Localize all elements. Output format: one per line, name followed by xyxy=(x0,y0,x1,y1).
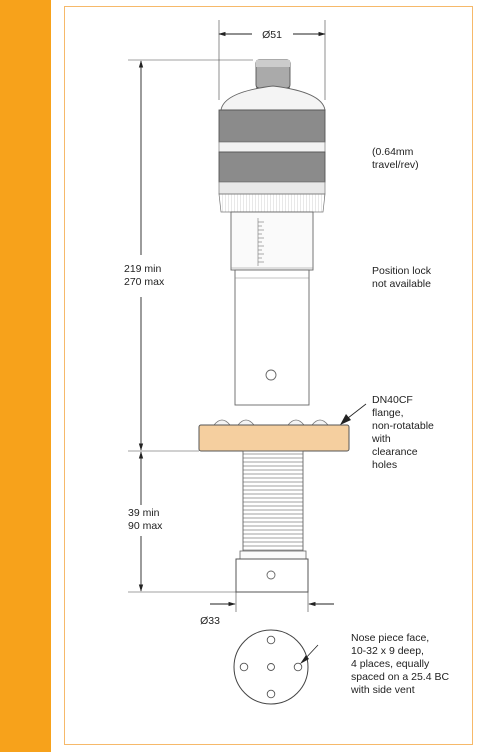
threaded-section xyxy=(243,451,303,551)
nose-face-note: Nose piece face, 10-32 x 9 deep, 4 places, equally spaced on a 25.4 BC with side vent xyxy=(351,632,450,696)
length-upper-label: 219 min 270 max xyxy=(124,263,165,288)
flange-leader xyxy=(340,404,366,425)
top-cap xyxy=(256,60,290,88)
knurled-thimble xyxy=(219,110,325,212)
thimble-dome xyxy=(221,86,325,110)
nose-diameter-dimension xyxy=(200,592,334,627)
travel-note: (0.64mm travel/rev) xyxy=(372,146,419,171)
cf-flange xyxy=(199,425,349,451)
flange-bolt-heads xyxy=(214,420,328,425)
flange-note: DN40CF flange, non-rotatable with clearance holes xyxy=(372,394,434,471)
position-lock-note: Position lock not available xyxy=(372,265,431,290)
scale-barrel xyxy=(231,212,313,270)
nose-piece xyxy=(236,551,308,592)
nose-face-view xyxy=(234,630,318,704)
nose-diameter-label: Ø33 xyxy=(200,615,220,627)
main-shaft xyxy=(235,270,309,405)
length-lower-label: 39 min 90 max xyxy=(128,507,163,532)
top-diameter-label: Ø51 xyxy=(262,29,282,41)
